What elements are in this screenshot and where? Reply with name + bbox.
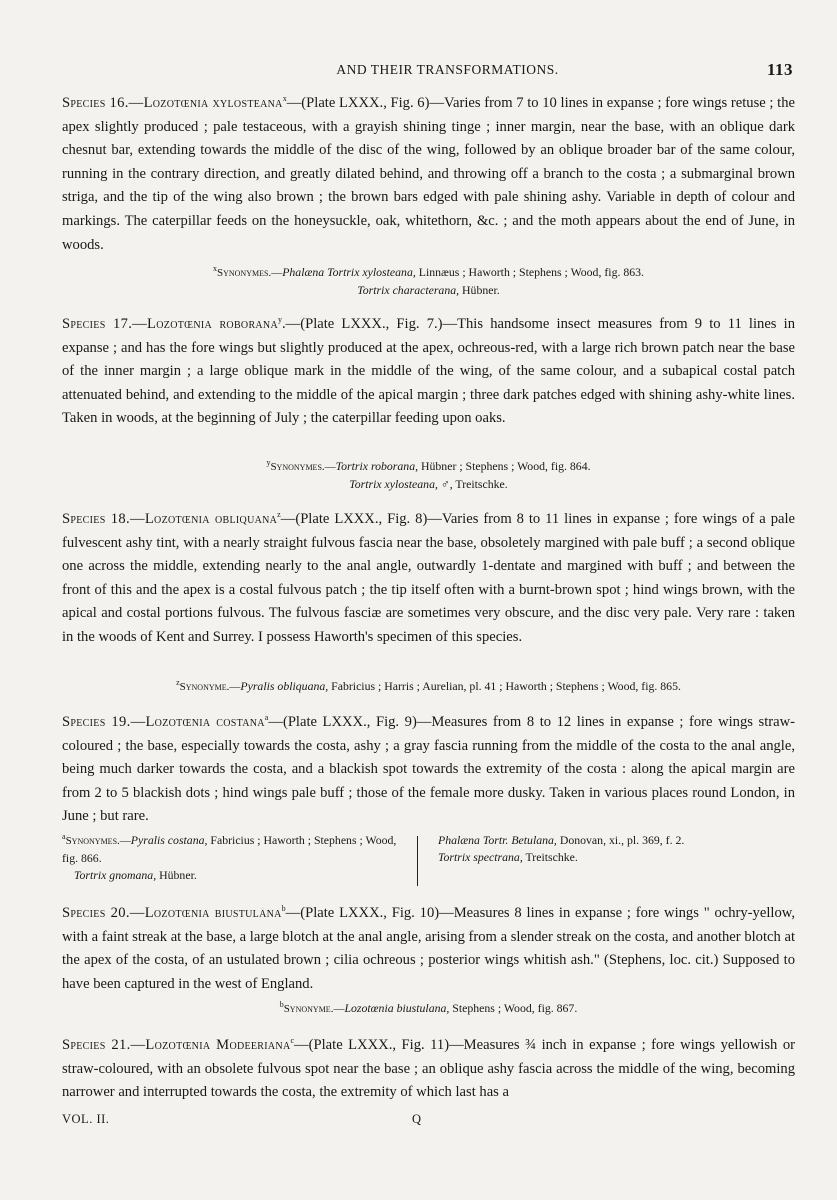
volume-label: VOL. II. bbox=[62, 1112, 110, 1126]
synonym-authority: Hübner. bbox=[459, 283, 500, 297]
species-17-heading: Species 17.—Lozotœnia roborana bbox=[62, 316, 278, 332]
column-divider bbox=[417, 836, 418, 886]
species-19-synonyms bbox=[62, 832, 795, 888]
synonyms-label: Synonymes.— bbox=[216, 267, 283, 279]
species-19-description: —(Plate LXXX., Fig. 9)—Measures from 8 to 12 lines in expanse ; fore wings straw-coloured ; the base, especially towards the costa, ashy ; a gray fascia running from the middle of the costa to the anal angle, being much darker towards the costa, and a blackish spot towards the extremity of the costa : along the apical margin are from 2 to 5 blackish dots ; hind wings pale buff ; those of the female more dusky. Taken in various places round London, in June ; but rare. bbox=[62, 714, 795, 825]
species-16-synonyms bbox=[62, 264, 795, 299]
synonym-authority: Fabricius ; Harris ; Aurelian, pl. 41 ; Haworth ; Stephens ; Wood, fig. 865. bbox=[328, 679, 681, 693]
synonym-name: Phalæna Tortr. Betulana, bbox=[438, 833, 557, 847]
species-20-synonyms bbox=[62, 1000, 795, 1018]
synonym-name: Phalæna Tortrix xylosteana, bbox=[282, 265, 416, 279]
running-title: AND THEIR TRANSFORMATIONS. bbox=[336, 62, 559, 77]
synonym-name: Pyralis costana, bbox=[130, 833, 208, 847]
species-18-synonyms bbox=[62, 678, 795, 696]
species-21-description: —(Plate LXXX., Fig. 11)—Measures ¾ inch in expanse ; fore wings yellowish or straw-coloured, with an obsolete fulvous spot near the base ; an oblique ashy fascia across the middle of the wing, becoming narrower and interrupted towards the costa, the extremity of which last has a bbox=[62, 1037, 795, 1101]
synonym-authority: Hübner ; Stephens ; Wood, fig. 864. bbox=[418, 459, 591, 473]
running-header bbox=[62, 62, 793, 82]
synonym-authority: Linnæus ; Haworth ; Stephens ; Wood, fig. 863. bbox=[415, 265, 645, 279]
species-21-heading: Species 21.—Lozotœnia Modeeriana bbox=[62, 1037, 291, 1053]
footnote-marker: x bbox=[212, 264, 217, 274]
species-21-entry bbox=[62, 1034, 795, 1105]
footnote-marker: y bbox=[266, 458, 271, 468]
species-20-description: —(Plate LXXX., Fig. 10)—Measures 8 lines in expanse ; fore wings " ochry-yellow, with a faint streak at the base, a large blotch at the anal angle, arising from a slender streak on the costa, and another blotch at the apex of the costa, of an ustulated brown ; cilia ochreous ; posterior wings whitish ash." (Stephens, loc. cit.) Supposed to have been captured in the west of England. bbox=[62, 905, 795, 992]
species-16-heading: Species 16.—Lozotœnia xylosteana bbox=[62, 95, 283, 111]
species-17-entry bbox=[62, 313, 795, 431]
footnote-marker: y bbox=[277, 315, 282, 325]
species-19-heading: Species 19.—Lozotœnia costana bbox=[62, 714, 265, 730]
synonym-authority: ♂, Treitschke. bbox=[437, 477, 508, 491]
synonyms-right-column bbox=[438, 832, 798, 866]
synonym-name: Tortrix xylosteana, bbox=[349, 477, 438, 491]
synonym-authority: Fabricius ; Haworth ; Stephens ; Wood, fig. 866. bbox=[62, 833, 397, 865]
species-17-description: .—(Plate LXXX., Fig. 7.)—This handsome insect measures from 9 to 11 lines in expanse ; and has the fore wings but slightly produced at the apex, ochreous-red, with a large rich brown patch near the base of the inner margin ; a large oblique mark in the middle of the wing, of the same colour, and a subapical costal patch attenuated behind, and extending to the middle of the apical margin ; three dark patches edged with shining ashy-white lines. Taken in woods, at the beginning of July ; the caterpillar feeding upon oaks. bbox=[62, 316, 795, 427]
synonym-name: Tortrix roborana, bbox=[335, 459, 419, 473]
species-18-heading: Species 18.—Lozotœnia obliquana bbox=[62, 511, 278, 527]
footnote-marker: c bbox=[290, 1036, 295, 1046]
footnote-marker: x bbox=[282, 94, 287, 104]
footnote-marker: z bbox=[277, 510, 281, 520]
synonym-authority: Hübner. bbox=[156, 868, 197, 882]
footnote-marker: a bbox=[264, 713, 269, 723]
footnote-marker: b bbox=[279, 1000, 284, 1010]
species-18-description: —(Plate LXXX., Fig. 8)—Varies from 8 to 11 lines in expanse ; fore wings of a pale fulvescent ashy tint, with a nearly straight fulvous fascia near the base, obsoletely margined with pale buff ; a second oblique one across the middle, extending nearly to the anal angle, outwardly 1-dentate and margined with buff ; and between the front of this and the apex is a costal fulvous patch ; the tip itself often with a burnt-brown spot ; hind wings brown, with the apical and costal portions fulvous. The fulvous fasciæ are sometimes very obscure, and the disc very pale. Very rare : taken in the woods of Kent and Surrey. I possess Haworth's specimen of this species. bbox=[62, 511, 795, 645]
page-number: 113 bbox=[766, 60, 793, 79]
footnote-marker: b bbox=[281, 904, 286, 914]
synonyms-label: Synonyme.— bbox=[179, 681, 241, 693]
signature-mark: Q bbox=[412, 1112, 422, 1126]
synonyms-label: Synonyme.— bbox=[283, 1003, 345, 1015]
synonym-name: Tortrix gnomana, bbox=[74, 868, 157, 882]
species-20-heading: Species 20.—Lozotœnia biustulana bbox=[62, 905, 282, 921]
synonym-name: Pyralis obliquana, bbox=[240, 679, 329, 693]
species-17-synonyms bbox=[62, 458, 795, 493]
species-18-entry bbox=[62, 508, 795, 650]
synonym-name: Tortrix characterana, bbox=[357, 283, 460, 297]
species-20-entry bbox=[62, 902, 795, 996]
synonyms-label: Synonymes.— bbox=[65, 835, 131, 847]
synonym-authority: Donovan, xi., pl. 369, f. 2. bbox=[556, 833, 685, 847]
synonyms-label: Synonymes.— bbox=[270, 461, 336, 473]
synonym-authority: Treitschke. bbox=[522, 850, 578, 864]
species-19-entry bbox=[62, 711, 795, 829]
footnote-marker: a bbox=[62, 832, 66, 842]
synonym-name: Lozotœnia biustulana, bbox=[344, 1001, 450, 1015]
species-16-description: —(Plate LXXX., Fig. 6)—Varies from 7 to 10 lines in expanse ; fore wings retuse ; the apex slightly produced ; pale testaceous, with a grayish shining tinge ; inner margin, near the base, with an oblique dark chesnut bar, extending towards the middle of the disc of the wing, followed by an oblique broader bar of the same colour, running in the contrary direction, and greatly dilated behind, and throwing off a branch to the costa ; a submarginal brown striga, and the tip of the wing also brown ; the brown bars edged with pale shining ashy. Variable in depth of colour and markings. The caterpillar feeds on the honeysuckle, oak, whitethorn, &c. ; and the moth appears about the end of June, in woods. bbox=[62, 95, 795, 253]
footnote-marker: z bbox=[176, 678, 180, 688]
species-16-entry bbox=[62, 92, 795, 257]
synonym-name: Tortrix spectrana, bbox=[438, 850, 523, 864]
synonym-authority: Stephens ; Wood, fig. 867. bbox=[449, 1001, 578, 1015]
synonyms-left-column bbox=[62, 832, 410, 884]
